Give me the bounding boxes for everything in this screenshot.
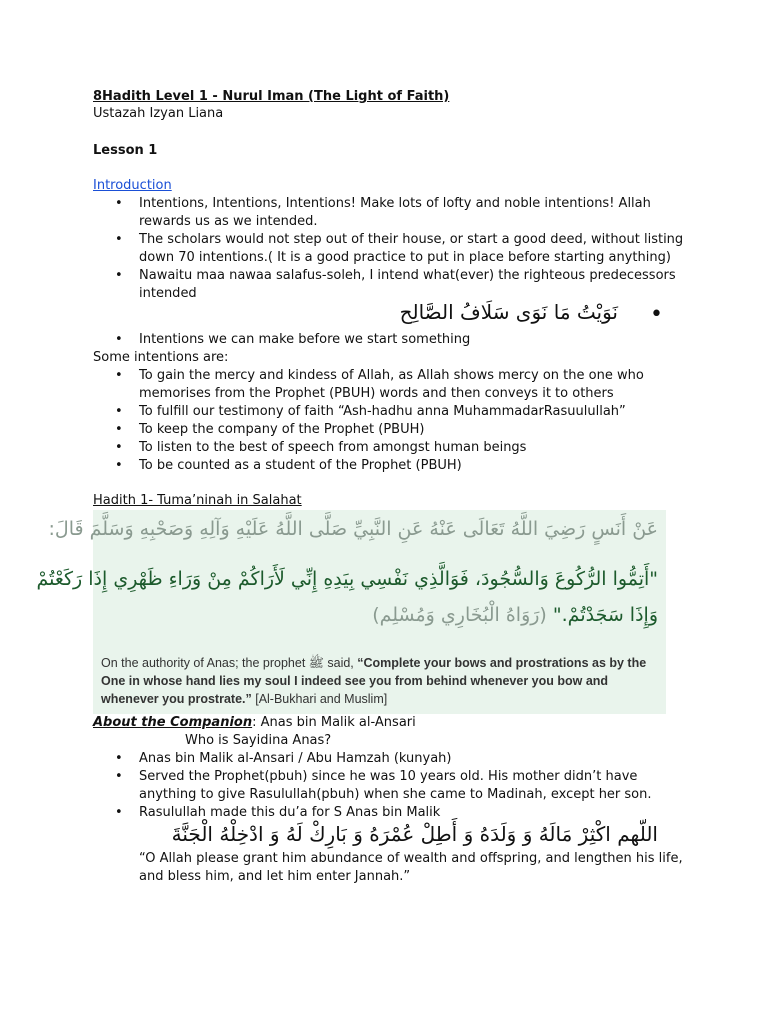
- list-item-line: • Nawaitu maa nawaa salafus-soleh, I intend what(ever) the righteous predecessors: [139, 268, 676, 283]
- hadith-arabic-line2: "أَتِمُّوا الرُّكُوعَ وَالسُّجُودَ، فَوَالَّذِي نَفْسِي بِيَدِهِ إِنِّي لَأَرَاكُمْ مِنْ وَرَاءِ ظَهْرِي إِذَا رَكَعْتُمْ: [36, 568, 658, 590]
- some-intentions-heading: Some intentions are:: [93, 350, 229, 365]
- hadith-arabic-line1: عَنْ أَنَسٍ رَضِيَ اللَّهُ تَعَالَى عَنْهُ عَنِ النَّبِيِّ صَلَّى اللَّهُ عَلَيْهِ وَآلِهِ وَصَحْبِهِ وَسَلَّمَ قَالَ:: [48, 518, 658, 540]
- list-item: • To keep the company of the Prophet (PBUH): [93, 421, 644, 439]
- list-item: • To listen to the best of speech from amongst human beings: [93, 439, 644, 457]
- list-item: • Anas bin Malik al-Ansari / Abu Hamzah (kunyah): [93, 750, 652, 768]
- companion-list: [93, 750, 652, 822]
- arabic-intention: نَوَيْتُ مَا نَوَى سَلَافُ الصَّالِح: [399, 300, 618, 324]
- hadith-english-translation: On the authority of Anas; the prophet ﷺ said, “Complete your bows and prostrations as by the One in whose hand lies my soul I indeed see you from behind whenever you bow and whenever you prostrate.” [Al-Bukhari and Muslim]: [101, 656, 647, 706]
- list-item-line: • Intentions, Intentions, Intentions! Make lots of lofty and noble intentions! Allah: [139, 196, 651, 211]
- list-item: • To gain the mercy and kindess of Allah, as Allah shows mercy on the one who memorises from the Prophet (PBUH) words and then conveys it to others: [93, 367, 644, 403]
- list-item-line: rewards us as we intended.: [139, 214, 318, 229]
- list-item: • To be counted as a student of the Prophet (PBUH): [93, 457, 644, 475]
- companion-name: : Anas bin Malik al-Ansari: [252, 715, 416, 730]
- companion-label: About the Companion: [93, 715, 253, 730]
- list-item: [93, 231, 683, 267]
- list-item-line: • The scholars would not step out of their house, or start a good deed, without listing: [139, 232, 684, 247]
- author-name: Ustazah Izyan Liana: [93, 106, 224, 121]
- list-item: [93, 195, 683, 231]
- list-item: • Served the Prophet(pbuh) since he was 10 years old. His mother didn’t have anything to give Rasulullah(pbuh) when she came to Madinah, except her son.: [93, 768, 652, 804]
- hadith-heading: Hadith 1- Tuma’ninah in Salahat: [93, 493, 302, 508]
- list-item: • Rasulullah made this du’a for S Anas bin Malik: [93, 804, 652, 822]
- bullet-icon: •: [650, 302, 663, 327]
- list-item: • Intentions we can make before we start something: [93, 331, 470, 349]
- hadith-arabic-reference: (رَوَاهُ الْبُخَارِي وَمُسْلِم): [372, 604, 547, 626]
- hadith-box: [36, 510, 666, 714]
- dua-english-line1: “O Allah please grant him abundance of wealth and offspring, and lengthen his life,: [139, 851, 683, 866]
- list-item-line: down 70 intentions.( It is a good practice to put in place before starting anything): [139, 250, 671, 265]
- intentions-list: [93, 367, 644, 475]
- list-item: • To fulfill our testimony of faith “Ash-hadhu anna MuhammadarRasuulullah”: [93, 403, 644, 421]
- list-item: [93, 267, 683, 303]
- companion-subheading: Who is Sayidina Anas?: [185, 733, 332, 748]
- document-title: 8Hadith Level 1 - Nurul Iman (The Light of Faith): [93, 89, 450, 104]
- lesson-label: Lesson 1: [93, 143, 158, 158]
- dua-arabic: اللّهم اكْثِرْ مَالَهُ وَ وَلَدَهُ وَ أَطِلْ عُمْرَهُ وَ بَارِكْ لَهُ وَ ادْخِلْهُ الْجَنَّةَ: [171, 822, 658, 846]
- dua-english-line2: and bless him, and let him enter Jannah.”: [139, 869, 411, 884]
- introduction-link[interactable]: Introduction: [93, 178, 172, 193]
- intro-list: [93, 195, 683, 303]
- intro-list-cont: [93, 331, 470, 349]
- list-item-line: intended: [139, 286, 197, 301]
- hadith-arabic-line3: وَإِذَا سَجَدْتُمْ." (رَوَاهُ الْبُخَارِي وَمُسْلِم): [372, 604, 658, 626]
- companion-heading: [93, 714, 416, 732]
